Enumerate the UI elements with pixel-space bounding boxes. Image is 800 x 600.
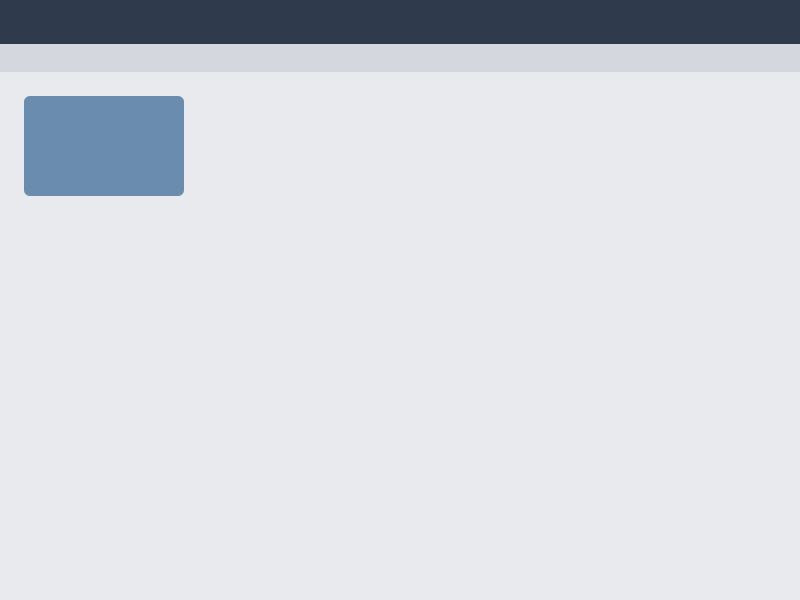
toolbar: [0, 0, 800, 44]
subbar: [0, 44, 800, 72]
tile: [24, 96, 184, 196]
